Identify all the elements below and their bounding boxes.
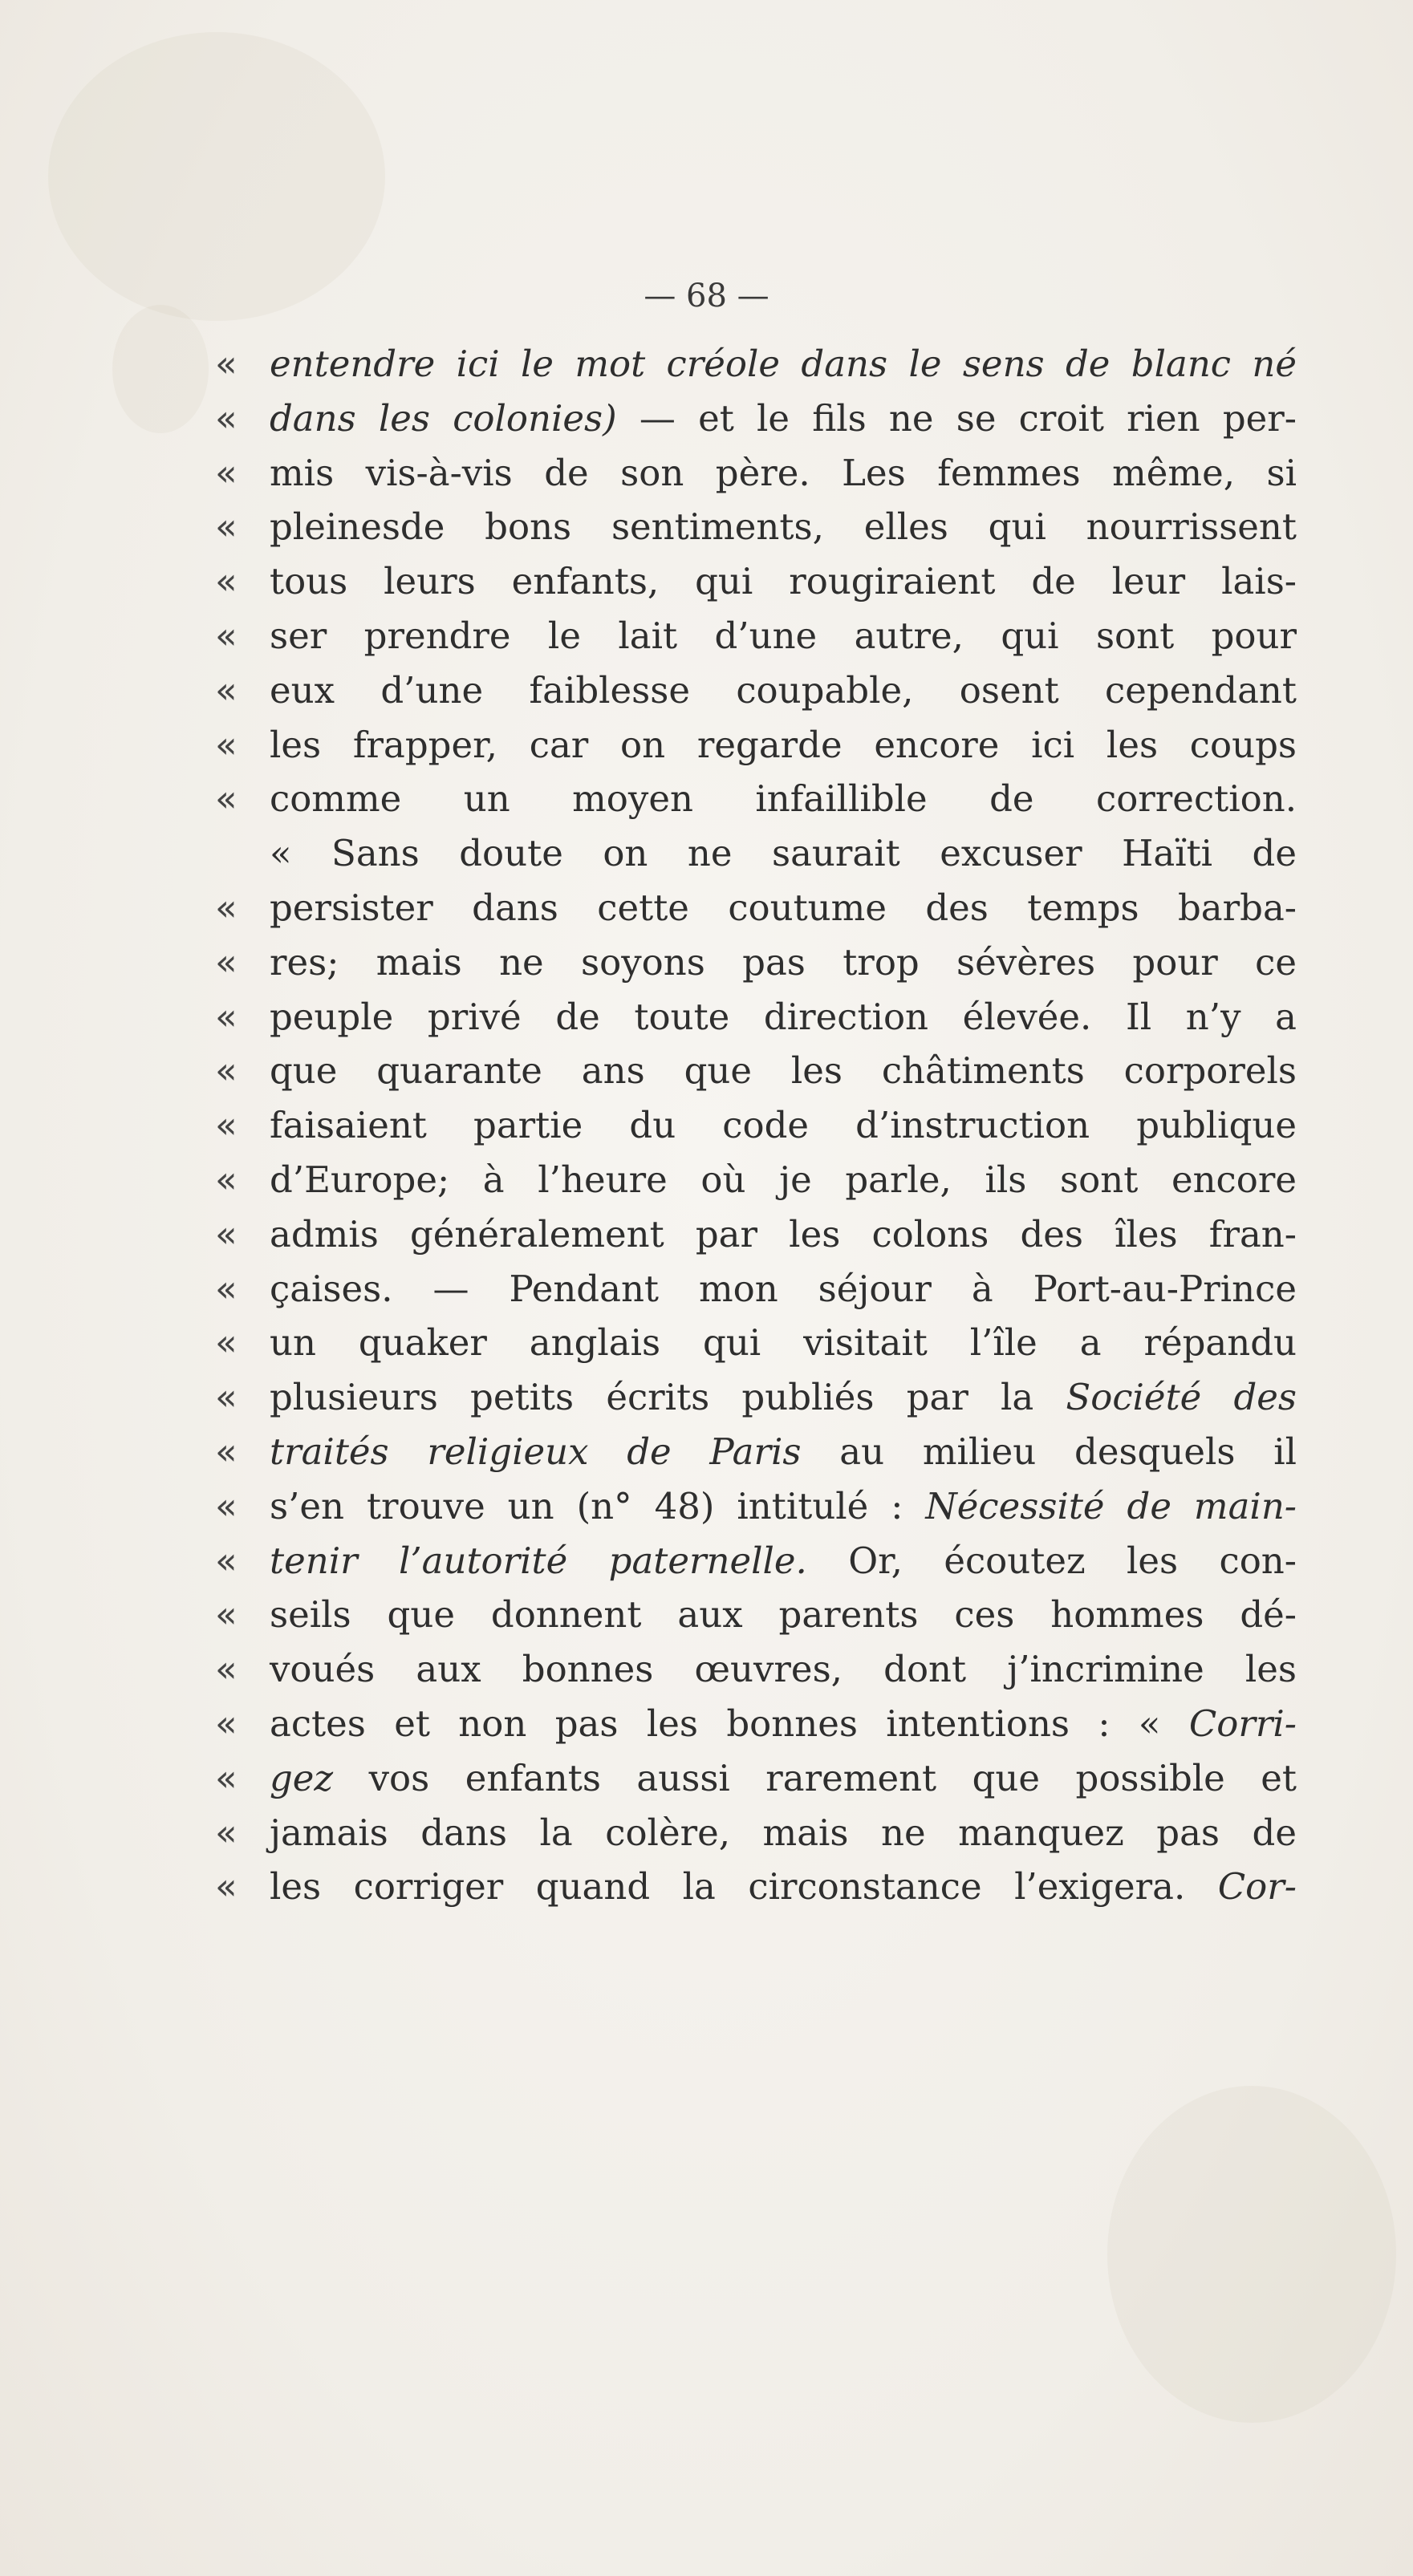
text-span: eux d’une faiblesse coupable, osent cependant	[270, 668, 1297, 712]
text-span: les frapper, car on regarde encore ici les coups	[270, 723, 1297, 766]
line-text	[270, 1370, 1297, 1425]
text-span: persister dans cette coutume des temps barba-	[270, 886, 1297, 929]
italic-text: entendre ici le mot créole dans le sens de blanc né	[270, 343, 1297, 385]
line-text	[270, 1262, 1297, 1316]
text-line	[215, 1860, 1297, 1914]
paper-stain	[112, 305, 209, 433]
quote-mark: «	[215, 1756, 238, 1799]
line-text	[270, 826, 1297, 881]
quote-mark: «	[215, 505, 238, 549]
text-span: s’en trouve un (n° 48) intitulé :	[270, 1484, 926, 1527]
line-text	[270, 1425, 1297, 1479]
text-line	[215, 772, 1297, 826]
line-text	[270, 772, 1297, 826]
text-line	[215, 1588, 1297, 1642]
text-line	[215, 1044, 1297, 1098]
text-line	[215, 881, 1297, 935]
text-span: mis vis-à-vis de son père. Les femmes même, si	[270, 451, 1297, 494]
text-line	[215, 1098, 1297, 1153]
quote-mark: «	[215, 940, 238, 984]
text-span: seils que donnent aux parents ces hommes dé-	[270, 1593, 1297, 1637]
text-span: voués aux bonnes œuvres, dont j’incrimine les	[270, 1648, 1297, 1691]
quote-mark: «	[215, 777, 238, 821]
quote-mark: «	[215, 614, 238, 657]
line-text	[270, 663, 1297, 718]
quote-mark: «	[215, 1212, 238, 1256]
text-span: un quaker anglais qui visitait l’île a répandu	[270, 1321, 1297, 1365]
text-span: jamais dans la colère, mais ne manquez pas de	[270, 1811, 1297, 1854]
line-text	[270, 1153, 1297, 1207]
text-line	[215, 1806, 1297, 1860]
line-text	[270, 609, 1297, 663]
text-line	[215, 718, 1297, 773]
text-line	[215, 935, 1297, 990]
text-span: les corriger quand la circonstance l’exigera.	[270, 1865, 1218, 1909]
quote-mark: «	[215, 1539, 238, 1582]
text-span: tous leurs enfants, qui rougiraient de leur lais-	[270, 560, 1297, 603]
quote-mark: «	[215, 723, 238, 766]
text-line	[215, 1370, 1297, 1425]
line-text	[270, 554, 1297, 609]
text-line	[215, 1207, 1297, 1262]
italic-text: dans les colonies)	[270, 396, 617, 440]
quote-mark: «	[215, 1648, 238, 1691]
text-span: — et le fils ne se croit rien per-	[616, 396, 1297, 440]
italic-text: Nécessité de main-	[925, 1484, 1297, 1527]
text-line	[215, 663, 1297, 718]
line-text	[270, 881, 1297, 935]
line-text	[270, 391, 1297, 446]
italic-text: gez	[270, 1756, 334, 1799]
text-line	[215, 1262, 1297, 1316]
line-text	[270, 1697, 1297, 1751]
italic-text: Cor-	[1217, 1865, 1297, 1909]
text-span: çaises. — Pendant mon séjour à Port-au-Prince	[270, 1267, 1297, 1310]
text-line	[215, 1534, 1297, 1588]
line-text	[270, 1860, 1297, 1914]
quote-mark: «	[215, 1865, 238, 1909]
text-span: au milieu desquels il	[801, 1430, 1297, 1473]
text-span: Or, écoutez les con-	[806, 1539, 1297, 1582]
text-line	[215, 554, 1297, 609]
body-text	[215, 337, 1297, 1914]
line-text	[270, 1207, 1297, 1262]
text-line	[215, 1479, 1297, 1534]
text-span: d’Europe; à l’heure où je parle, ils sont encore	[270, 1158, 1297, 1201]
text-span: faisaient partie du code d’instruction publique	[270, 1104, 1297, 1147]
text-span: peuple privé de toute direction élevée. Il n’y a	[270, 995, 1297, 1038]
line-text	[270, 1642, 1297, 1697]
quote-mark: «	[215, 668, 238, 712]
text-line	[215, 500, 1297, 554]
line-text	[270, 1534, 1297, 1588]
text-line	[215, 1316, 1297, 1370]
line-text	[270, 935, 1297, 990]
line-text	[270, 446, 1297, 501]
line-text	[270, 1806, 1297, 1860]
text-span: vos enfants aussi rarement que possible et	[333, 1756, 1297, 1799]
text-line	[215, 609, 1297, 663]
text-line	[270, 826, 1297, 881]
quote-mark: «	[215, 886, 238, 929]
quote-mark: «	[215, 343, 238, 385]
quote-mark: «	[215, 1376, 238, 1419]
line-text	[270, 1751, 1297, 1806]
page-number: — 68 —	[644, 278, 769, 314]
text-line	[215, 337, 1297, 391]
line-text	[270, 1479, 1297, 1534]
line-text	[270, 337, 1297, 391]
text-line	[215, 446, 1297, 501]
text-span: comme un moyen infaillible de correction.	[270, 777, 1297, 821]
line-text	[270, 500, 1297, 554]
text-span: que quarante ans que les châtiments corporels	[270, 1049, 1297, 1093]
text-line	[215, 1697, 1297, 1751]
quote-mark: «	[215, 396, 238, 440]
italic-text: traités religieux de Paris	[270, 1430, 802, 1473]
text-span: pleinesde bons sentiments, elles qui nourrissent	[270, 505, 1297, 549]
quote-mark: «	[215, 1430, 238, 1473]
text-line	[215, 1153, 1297, 1207]
quote-mark: «	[215, 451, 238, 494]
line-text	[270, 1316, 1297, 1370]
quote-mark: «	[215, 560, 238, 603]
text-line	[215, 391, 1297, 446]
quote-mark: «	[215, 1484, 238, 1527]
line-text	[270, 1588, 1297, 1642]
quote-mark: «	[215, 1702, 238, 1745]
text-line	[215, 1751, 1297, 1806]
line-text	[270, 1098, 1297, 1153]
quote-mark: «	[215, 1811, 238, 1854]
text-span: actes et non pas les bonnes intentions : «	[270, 1702, 1189, 1745]
quote-mark: «	[215, 1104, 238, 1147]
text-span: plusieurs petits écrits publiés par la	[270, 1376, 1066, 1419]
quote-mark: «	[215, 1049, 238, 1093]
line-text	[270, 1044, 1297, 1098]
italic-text: tenir l’autorité paternelle.	[270, 1539, 807, 1582]
quote-mark: «	[215, 1593, 238, 1637]
text-span: admis généralement par les colons des îles fran-	[270, 1212, 1297, 1256]
line-text	[270, 990, 1297, 1045]
quote-mark: «	[215, 1267, 238, 1310]
text-line	[215, 990, 1297, 1045]
text-span: ser prendre le lait d’une autre, qui sont pour	[270, 614, 1297, 657]
italic-text: Corri-	[1188, 1702, 1297, 1745]
line-text	[270, 718, 1297, 773]
italic-text: Société des	[1066, 1376, 1297, 1419]
paper-stain	[1107, 2086, 1396, 2423]
quote-mark: «	[215, 995, 238, 1038]
text-span: res; mais ne soyons pas trop sévères pour ce	[270, 940, 1297, 984]
text-span: « Sans doute on ne saurait excuser Haïti de	[270, 832, 1297, 875]
text-line	[215, 1642, 1297, 1697]
text-line	[215, 1425, 1297, 1479]
quote-mark: «	[215, 1158, 238, 1201]
quote-mark: «	[215, 1321, 238, 1365]
